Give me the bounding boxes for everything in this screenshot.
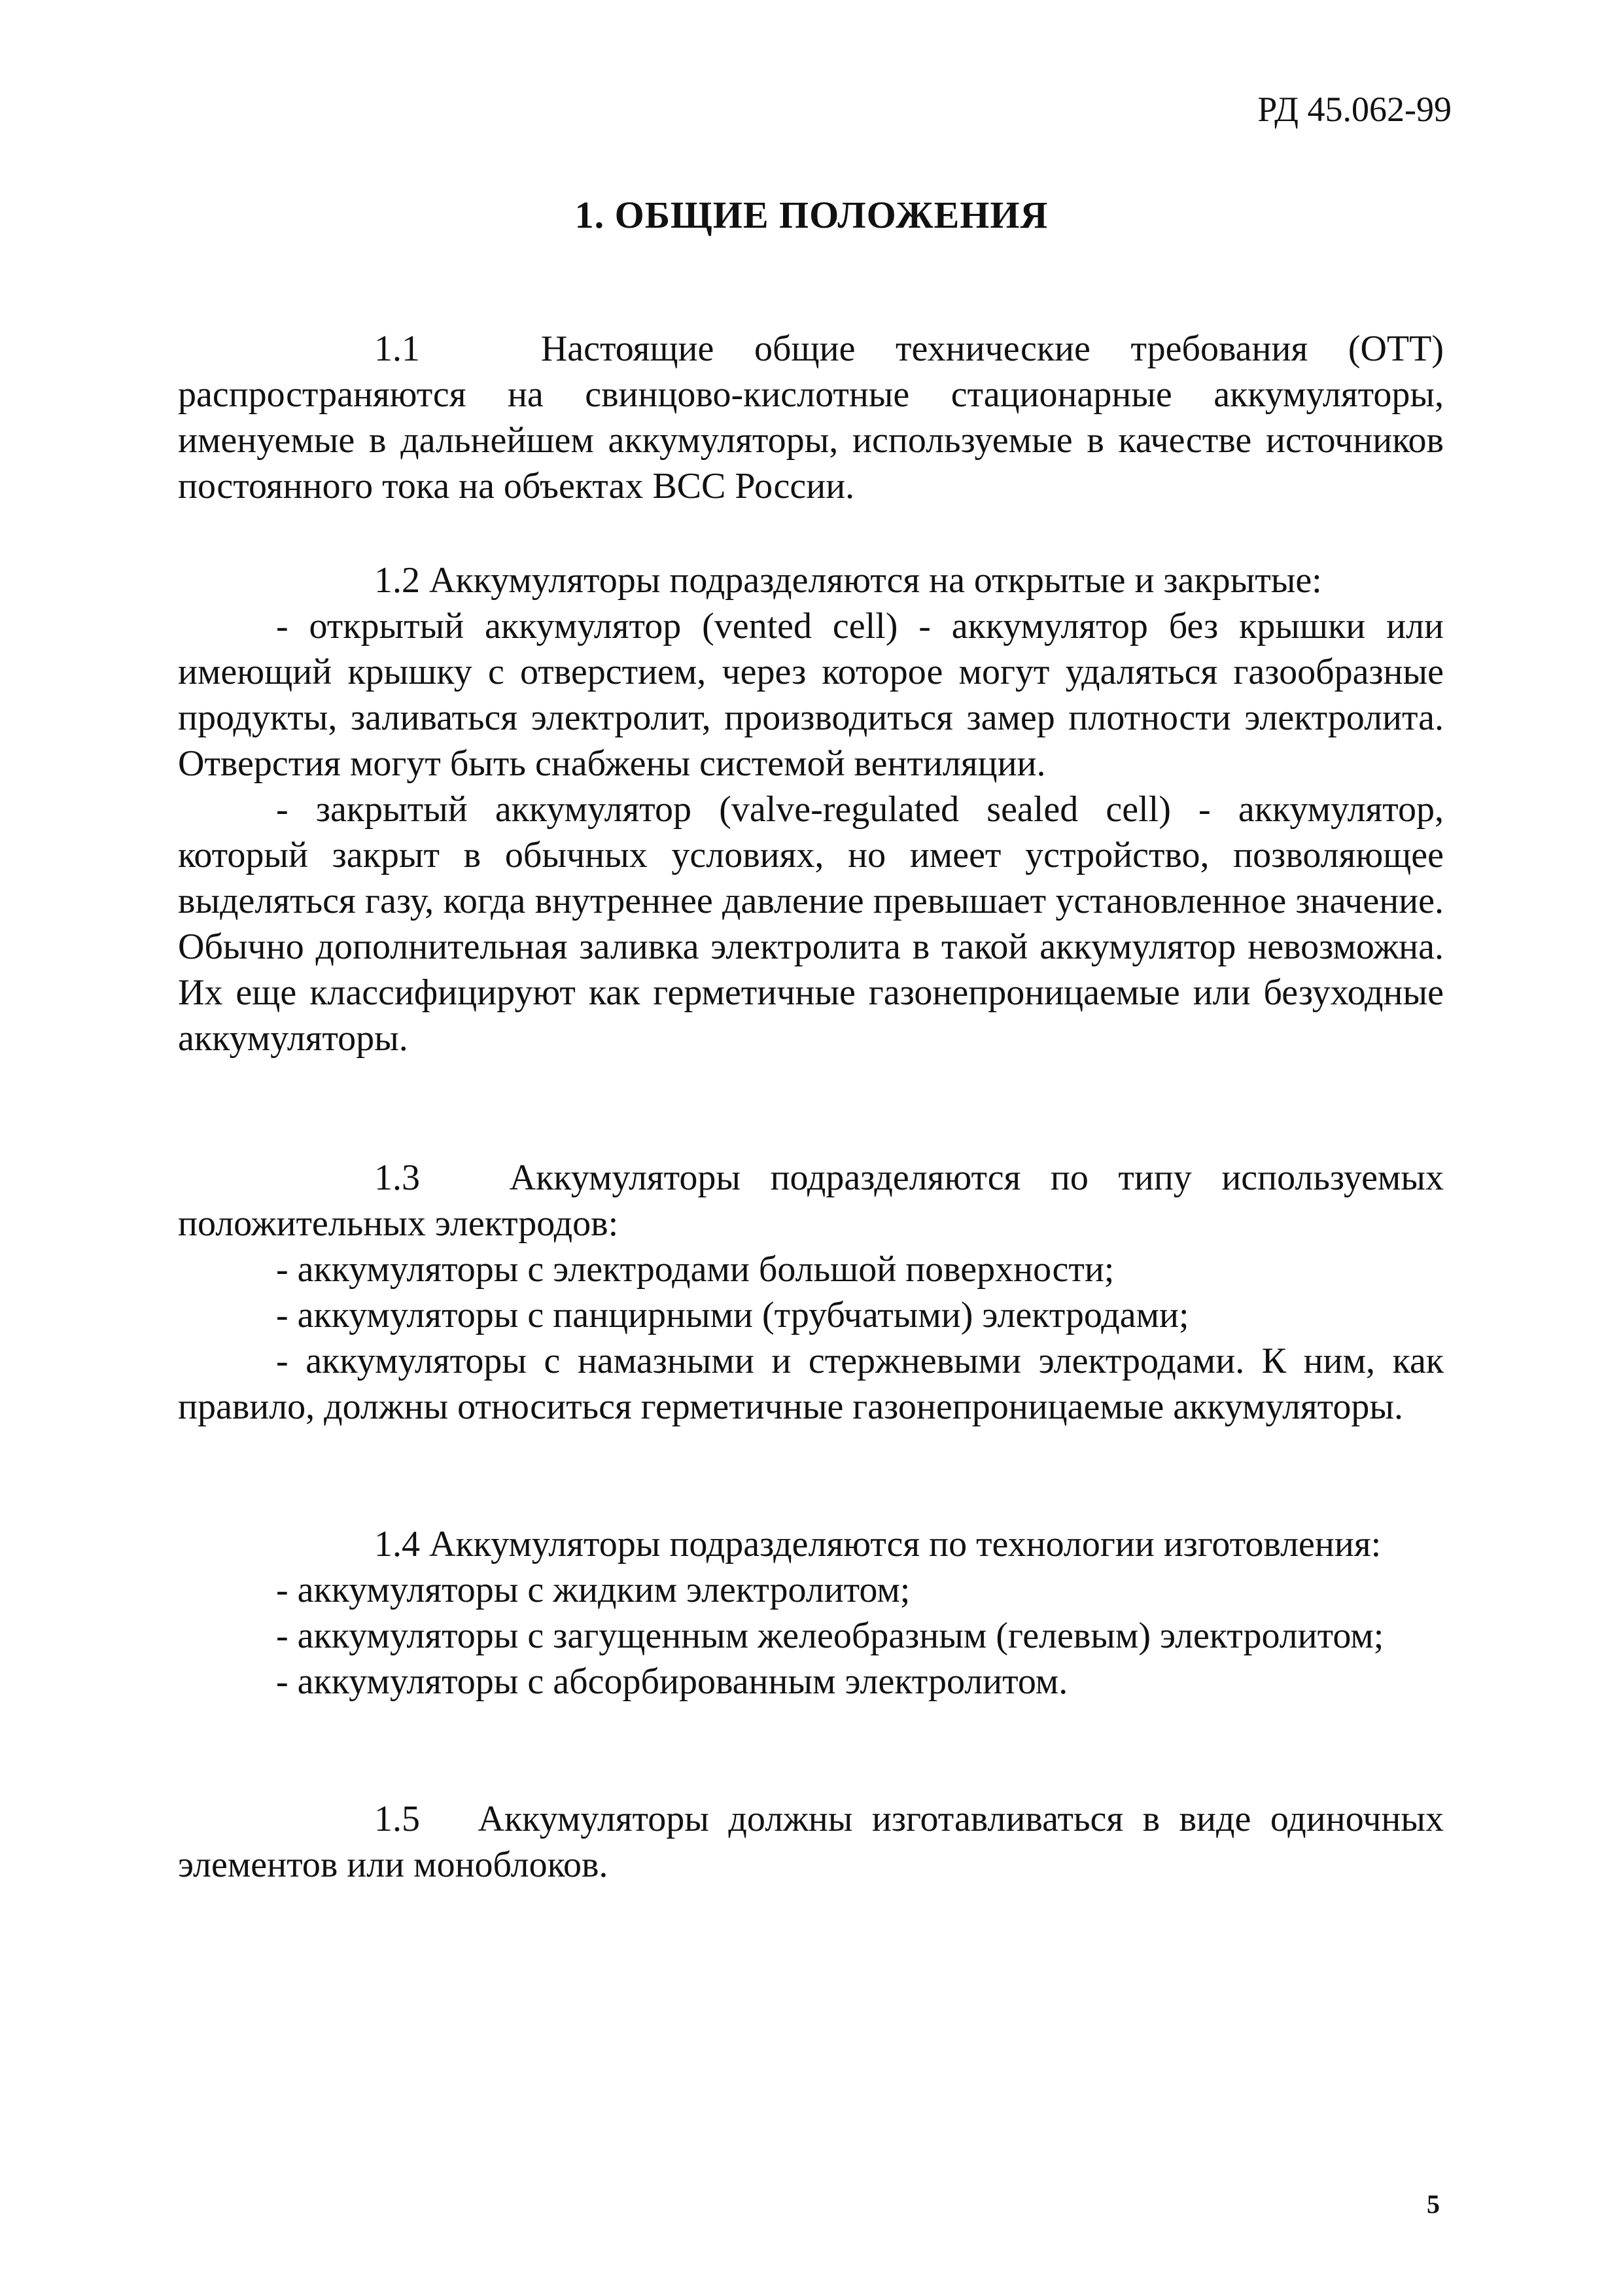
paragraph-number: 1.4 [374, 1524, 420, 1564]
list-item: - аккумуляторы с намазными и стержневыми электродами. К ним, как правило, должны относиться герметичные газонепроницаемые аккумуляторы. [178, 1341, 1444, 1427]
paragraph-1-4 [178, 1521, 1444, 1704]
paragraph-body: Аккумуляторы подразделяются по типу используемых положительных электродов: [178, 1157, 1444, 1244]
paragraph-1-5 [178, 1796, 1444, 1888]
paragraph-text [178, 557, 1444, 603]
paragraph-number: 1.3 [374, 1157, 420, 1198]
paragraph-text [178, 326, 1444, 509]
document-code: РД 45.062-99 [1257, 90, 1452, 129]
paragraph-body: Аккумуляторы подразделяются на открытые и закрытые: [429, 560, 1322, 601]
list-item: - аккумуляторы с панцирными (трубчатыми) электродами; [276, 1295, 1189, 1335]
paragraph-1-3 [178, 1155, 1444, 1430]
list-item: - аккумуляторы с загущенным желеобразным (гелевым) электролитом; [276, 1616, 1384, 1656]
section-title: 1. ОБЩИЕ ПОЛОЖЕНИЯ [574, 194, 1049, 236]
paragraph-number: 1.5 [374, 1799, 420, 1839]
list-item: - закрытый аккумулятор (valve-regulated sealed cell) - аккумулятор, который закрыт в обычных условиях, но имеет устройство, позволяющее выделяться газу, когда внутреннее давление превышает установленное значение. Обычно дополнительная заливка электролита в такой аккумулятор невозможна. Их еще классифицируют как герметичные газонепроницаемые или безуходные аккумуляторы. [178, 789, 1444, 1059]
paragraph-number: 1.2 [374, 560, 420, 601]
list-item: - аккумуляторы с электродами большой поверхности; [276, 1249, 1115, 1290]
page-number: 5 [1427, 2189, 1440, 2219]
paragraph-text [178, 1155, 1444, 1246]
paragraph-1-2 [178, 557, 1444, 1061]
list-item: - аккумуляторы с жидким электролитом; [276, 1570, 911, 1610]
list-item: - открытый аккумулятор (vented cell) - аккумулятор без крышки или имеющий крышку с отверстием, через которое могут удаляться газообразные продукты, заливаться электролит, производиться замер плотности электролита. Отверстия могут быть снабжены системой вентиляции. [178, 606, 1444, 784]
paragraph-text [178, 1521, 1444, 1567]
paragraph-body: Настоящие общие технические требования (ОТТ) распространяются на свинцово-кислотные стационарные аккумуляторы, именуемые в дальнейшем аккумуляторы, используемые в качестве источников постоянного тока на объектах ВСС России. [178, 328, 1444, 506]
paragraph-body: Аккумуляторы должны изготавливаться в виде одиночных элементов или моноблоков. [178, 1799, 1444, 1885]
paragraph-body: Аккумуляторы подразделяются по технологии изготовления: [429, 1524, 1382, 1564]
paragraph-number: 1.1 [374, 328, 420, 369]
list-item: - аккумуляторы с абсорбированным электролитом. [276, 1661, 1068, 1702]
paragraph-text [178, 1796, 1444, 1888]
paragraph-1-1 [178, 326, 1444, 509]
